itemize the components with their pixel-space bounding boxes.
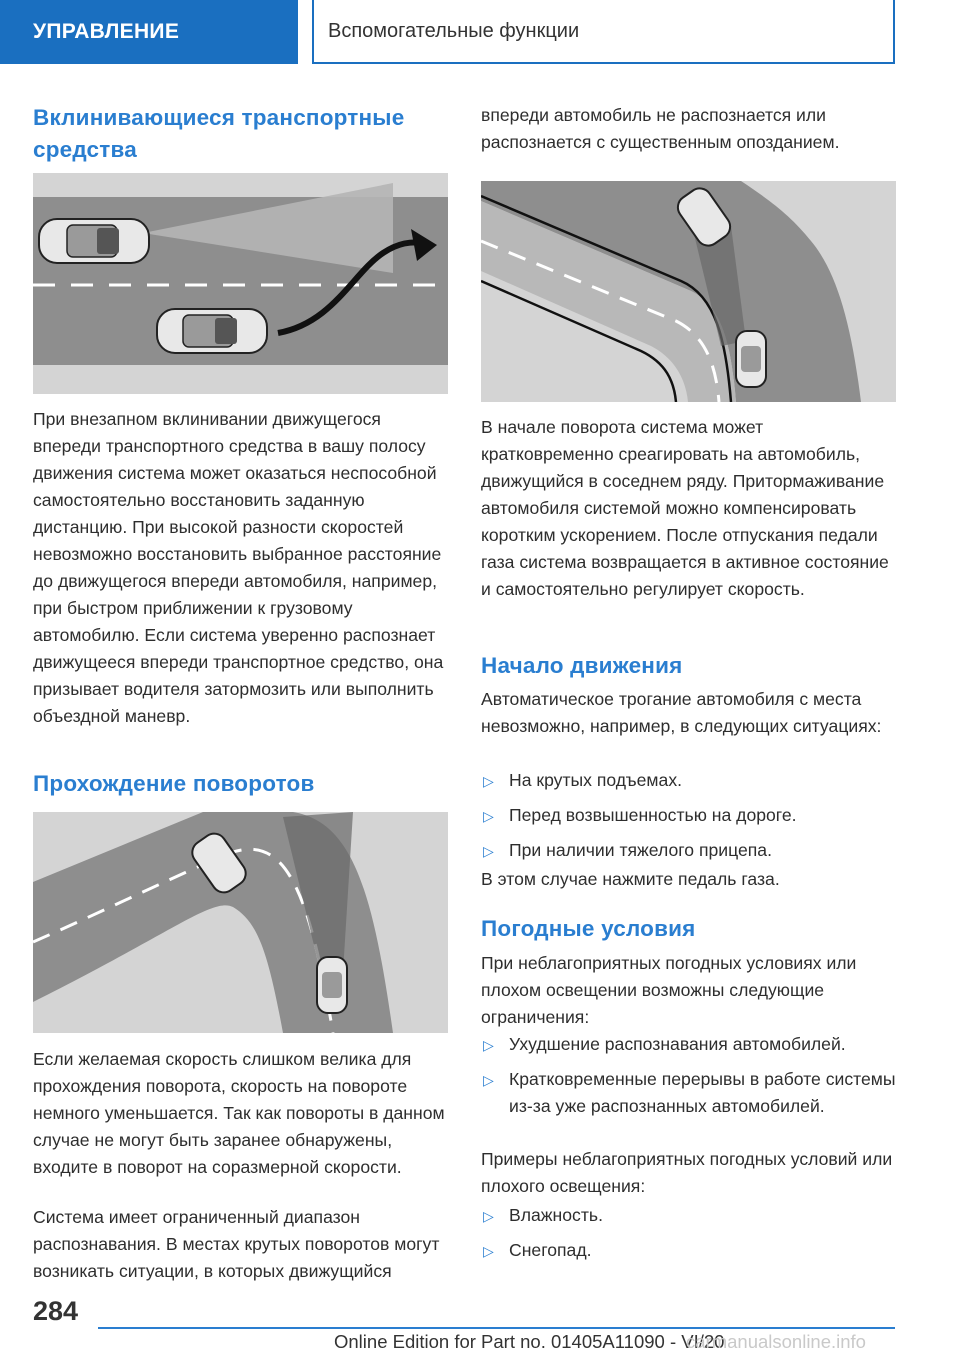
footer-divider bbox=[98, 1327, 895, 1329]
heading-curves: Прохождение поворотов bbox=[33, 771, 315, 796]
triangle-bullet-icon: ▷ bbox=[483, 808, 494, 824]
triangle-bullet-icon: ▷ bbox=[483, 1208, 494, 1224]
list-item: ▷ Ухудшение распознавания автомобилей. bbox=[481, 1031, 896, 1058]
list-weather-limitations bbox=[481, 1031, 896, 1128]
triangle-bullet-icon: ▷ bbox=[483, 773, 494, 789]
triangle-bullet-icon: ▷ bbox=[483, 843, 494, 859]
list-item: ▷ При наличии тяжелого прицепа. bbox=[481, 837, 896, 864]
paragraph-detection-range: Система имеет ограниченный диапазон распознавания. В местах крутых поворотов могут возникать ситуации, в которых движущийся bbox=[33, 1207, 440, 1281]
illustration-cut-in bbox=[33, 173, 448, 394]
paragraph-detection-cont: впереди автомобиль не распознается или распознается с существенным опозданием. bbox=[481, 105, 840, 152]
list-item: ▷ Кратковременные перерывы в работе системы из-за уже распознанных автомобилей. bbox=[483, 1069, 896, 1116]
chapter-title: Вспомогательные функции bbox=[312, 0, 895, 64]
car-icon bbox=[39, 219, 149, 263]
footer-edition: Online Edition for Part no. 01405A11090 - VI/20 bbox=[334, 1331, 725, 1352]
triangle-bullet-icon: ▷ bbox=[483, 1037, 494, 1053]
triangle-bullet-icon: ▷ bbox=[483, 1243, 494, 1259]
illustration-curve-right bbox=[481, 181, 896, 402]
heading-weather: Погодные условия bbox=[481, 916, 696, 941]
heading-cut-in-vehicles: Вклинивающиеся транспортные средства bbox=[33, 105, 405, 162]
list-item: ▷ Перед возвышенностью на дороге. bbox=[481, 802, 896, 829]
page-number: 284 bbox=[33, 1296, 79, 1326]
paragraph-weather-examples: Примеры неблагоприятных погодных условий или плохого освещения: bbox=[481, 1149, 893, 1196]
watermark[interactable]: carmanualsonline.info bbox=[686, 1331, 866, 1352]
paragraph-adjacent-lane: В начале поворота система может кратковременно среагировать на автомобиль, движущийся в соседнем ряду. Притормаживание автомобиля системой можно компенсировать коротким ускорением. После отпускания педали газа система возвращается в активное состояние и самостоятельно регулирует скорость. bbox=[481, 417, 889, 599]
section-tab: УПРАВЛЕНИЕ bbox=[0, 0, 298, 64]
car-icon bbox=[317, 957, 347, 1013]
list-weather-examples bbox=[481, 1202, 896, 1272]
list-item: ▷ На крутых подъемах. bbox=[481, 767, 896, 794]
car-icon bbox=[736, 331, 766, 387]
paragraph-curve-speed: Если желаемая скорость слишком велика для прохождения поворота, скорость на повороте немного уменьшается. Так как повороты в данном случае не могут быть заранее обнаружены, входите в поворот на соразмерной скорости. bbox=[33, 1049, 445, 1177]
car-icon bbox=[157, 309, 267, 353]
paragraph-press-gas: В этом случае нажмите педаль газа. bbox=[481, 869, 780, 889]
heading-starting-off: Начало движения bbox=[481, 653, 683, 678]
paragraph-cut-in: При внезапном вклинивании движущегося впереди транспортного средства в вашу полосу движения система может оказаться неспособной самостоятельно восстановить заданную дистанцию. При высокой разности скоростей невозможно восстановить выбранное расстояние до движущегося впереди автомобиля, например, при быстром приближении к грузовому автомобилю. Если система уверенно распознает движущееся впереди транспортное средство, она призывает водителя затормозить или выполнить объездной маневр. bbox=[33, 409, 444, 726]
list-item: ▷ Снегопад. bbox=[481, 1237, 896, 1264]
illustration-curve-left bbox=[33, 812, 448, 1033]
paragraph-weather: При неблагоприятных погодных условиях или плохом освещении возможны следующие ограничения: bbox=[481, 953, 857, 1027]
paragraph-starting-off: Автоматическое трогание автомобиля с места невозможно, например, в следующих ситуациях: bbox=[481, 689, 882, 736]
triangle-bullet-icon: ▷ bbox=[483, 1072, 494, 1088]
list-starting-situations bbox=[481, 767, 896, 872]
list-item: ▷ Влажность. bbox=[481, 1202, 896, 1229]
